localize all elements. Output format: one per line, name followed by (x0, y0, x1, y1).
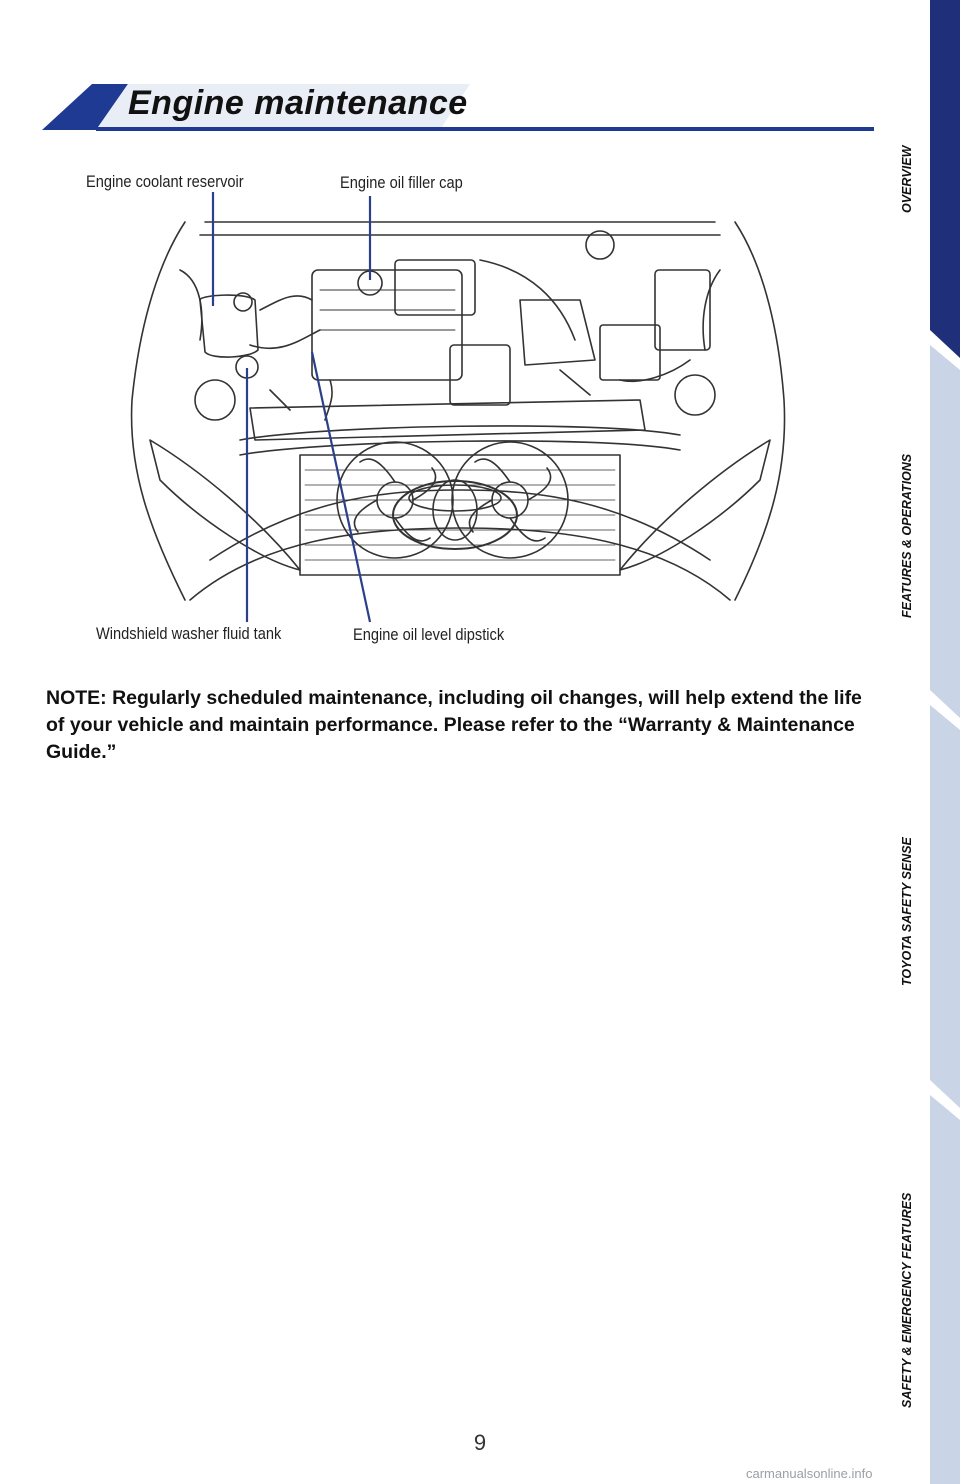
page-header (0, 0, 900, 140)
maintenance-note: NOTE: Regularly scheduled maintenance, including oil changes, will help extend the life of your vehicle and maintain performance. Please refer to the “Warranty & Maintenance Guide.” (46, 687, 862, 763)
side-tab-overview[interactable]: OVERVIEW (900, 145, 914, 213)
callout-oil-filler-cap: Engine oil filler cap (340, 173, 463, 192)
side-tab-safety-emergency[interactable]: SAFETY & EMERGENCY FEATURES (900, 1192, 914, 1408)
page-title: Engine maintenance (128, 84, 468, 122)
side-tab-emergency-shape[interactable] (930, 1095, 960, 1484)
side-tab-features-shape[interactable] (930, 345, 960, 718)
header-rule (96, 127, 874, 131)
page-number: 9 (473, 1430, 487, 1455)
watermark-text: carmanualsonline.info (746, 1466, 873, 1481)
callout-coolant-reservoir: Engine coolant reservoir (86, 172, 244, 191)
side-tab-features-operations[interactable]: FEATURES & OPERATIONS (900, 453, 914, 618)
side-tab-toyota-safety-sense[interactable]: TOYOTA SAFETY SENSE (900, 837, 914, 986)
engine-bay-diagram (0, 160, 880, 645)
fender-left-outline (132, 222, 185, 600)
side-tab-overview-shape[interactable] (930, 0, 960, 358)
engine-bay-illustration (0, 160, 880, 640)
side-tab-safety-sense-shape[interactable] (930, 705, 960, 1108)
leader-line-dipstick (312, 352, 370, 622)
fender-right-outline (735, 222, 785, 600)
callout-oil-level-dipstick: Engine oil level dipstick (353, 625, 505, 644)
callout-washer-fluid-tank: Windshield washer fluid tank (96, 624, 282, 643)
